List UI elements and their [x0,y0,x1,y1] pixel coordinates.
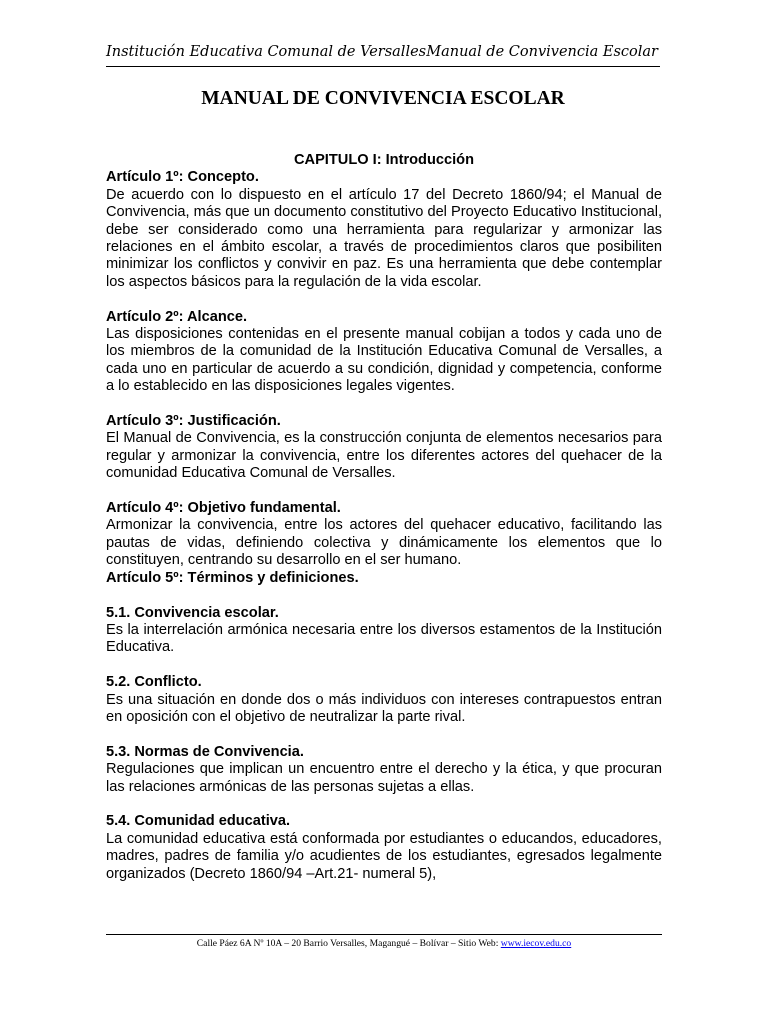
definition-5-4-heading: 5.4. Comunidad educativa. [106,813,291,830]
page-footer [106,938,662,949]
article-4-heading: Artículo 4º: Objetivo fundamental. [106,500,341,517]
article-5-heading: Artículo 5º: Términos y definiciones. [106,569,359,586]
definition-5-2-body: Es una situación en donde dos o más individuos con intereses contrapuestos entran en oposición con el objetivo de neutralizar la parte rival. [106,691,662,725]
article-1-heading: Artículo 1º: Concepto. [106,169,259,186]
article-3-heading: Artículo 3º: Justificación. [106,413,281,430]
article-3-body: El Manual de Convivencia, es la construcción conjunta de elementos necesarios para regular y armonizar la convivencia, entre los diferentes actores del quehacer de la comunidad Educativa Comunal de Versalles. [106,430,662,482]
definition-5-3-heading: 5.3. Normas de Convivencia. [106,743,304,760]
definition-5-3-body: Regulaciones que implican un encuentro entre el derecho y la ética, y que procuran las relaciones armónicas de las personas sujetas a ellas. [106,761,662,795]
footer-address: Calle Páez 6A Nº 10A – 20 Barrio Versalles, Magangué – Bolívar – Sitio Web: [196,938,501,949]
definition-5-1-body: Es la interrelación armónica necesaria entre los diversos estamentos de la Institución Educativa. [106,621,662,656]
footer-divider [106,934,662,935]
article-4-body: Armonizar la convivencia, entre los actores del quehacer educativo, facilitando las pautas de vidas, definiendo colectiva y dinámicamente los elementos que lo constituyen, centrando su desarrollo en el ser humano. [106,517,662,569]
document-body [106,152,662,883]
article-2-heading: Artículo 2º: Alcance. [106,308,248,325]
chapter-heading: CAPITULO I: Introducción [294,152,474,168]
header-institution: Institución Educativa Comunal de Versalles [106,44,427,60]
footer-website-link[interactable]: www.iecov.edu.co [500,938,572,949]
definition-5-4-body: La comunidad educativa está conformada por estudiantes o educandos, educadores, madres, padres de familia y/o acudientes de los estudiantes, egresados legalmente organizados (Decreto 1860/94 –Art.21- numeral 5), [106,830,662,882]
definition-5-2-heading: 5.2. Conflicto. [106,674,202,691]
article-1-body: De acuerdo con lo dispuesto en el artículo 17 del Decreto 1860/94; el Manual de Convivencia, más que un documento constitutivo del Proyecto Educativo Institucional, debe ser considerado como una herramienta para regularizar y armonizar las relaciones en el ámbito escolar, a través de procedimientos claros que posibiliten minimizar los conflictos y convivir en paz. Es una herramienta que debe contemplar los aspectos básicos para la regulación de la vida escolar. [106,186,662,290]
document-title: MANUAL DE CONVIVENCIA ESCOLAR [201,88,565,109]
page-header [106,42,660,67]
definition-5-1-heading: 5.1. Convivencia escolar. [106,604,279,621]
article-2-body: Las disposiciones contenidas en el presente manual cobijan a todos y cada uno de los miembros de la comunidad de la Institución Educativa Comunal de Versalles, a cada uno en particular de acuerdo a su condición, dignidad y competencia, conforme a lo establecido en las disposiciones legales vigentes. [106,326,662,395]
header-document-name: Manual de Convivencia Escolar [426,44,658,60]
